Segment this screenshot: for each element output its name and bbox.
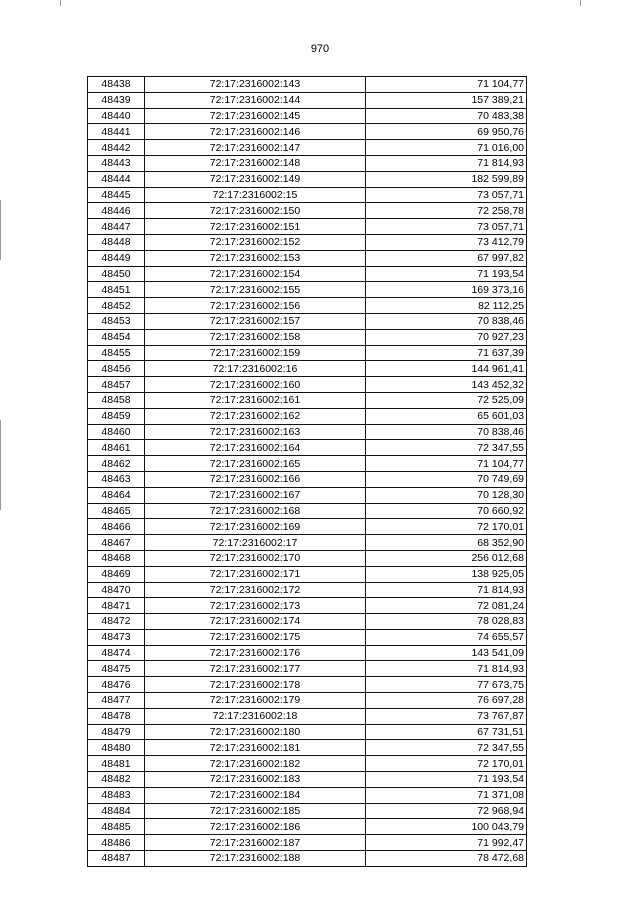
table-row — [88, 772, 527, 788]
cadastral-number-cell: 72:17:2316002:158 — [145, 329, 366, 345]
amount-cell: 82 112,25 — [366, 298, 527, 314]
table-row — [88, 266, 527, 282]
amount-cell: 71 814,93 — [366, 155, 527, 171]
cadastral-number-cell: 72:17:2316002:175 — [145, 629, 366, 645]
cadastral-number-cell: 72:17:2316002:179 — [145, 693, 366, 709]
cadastral-number-cell: 72:17:2316002:147 — [145, 140, 366, 156]
scan-mark — [0, 200, 1, 260]
row-number-cell: 48442 — [88, 140, 145, 156]
row-number-cell: 48456 — [88, 361, 145, 377]
table-row — [88, 819, 527, 835]
table-row — [88, 250, 527, 266]
amount-cell: 71 637,39 — [366, 345, 527, 361]
cadastral-number-cell: 72:17:2316002:15 — [145, 187, 366, 203]
table-row — [88, 487, 527, 503]
amount-cell: 70 838,46 — [366, 424, 527, 440]
amount-cell: 71 104,77 — [366, 456, 527, 472]
table-row — [88, 456, 527, 472]
cadastral-number-cell: 72:17:2316002:184 — [145, 787, 366, 803]
amount-cell: 100 043,79 — [366, 819, 527, 835]
row-number-cell: 48480 — [88, 740, 145, 756]
amount-cell: 169 373,16 — [366, 282, 527, 298]
amount-cell: 73 412,79 — [366, 234, 527, 250]
amount-cell: 67 997,82 — [366, 250, 527, 266]
amount-cell: 70 838,46 — [366, 313, 527, 329]
row-number-cell: 48450 — [88, 266, 145, 282]
amount-cell: 70 483,38 — [366, 108, 527, 124]
row-number-cell: 48459 — [88, 408, 145, 424]
scan-mark — [60, 0, 61, 6]
row-number-cell: 48463 — [88, 471, 145, 487]
cadastral-number-cell: 72:17:2316002:182 — [145, 756, 366, 772]
cadastral-number-cell: 72:17:2316002:173 — [145, 598, 366, 614]
amount-cell: 72 525,09 — [366, 392, 527, 408]
table-row — [88, 171, 527, 187]
amount-cell: 71 104,77 — [366, 77, 527, 93]
row-number-cell: 48457 — [88, 377, 145, 393]
amount-cell: 71 193,54 — [366, 266, 527, 282]
table-row — [88, 282, 527, 298]
table-row — [88, 471, 527, 487]
table-row — [88, 645, 527, 661]
row-number-cell: 48474 — [88, 645, 145, 661]
cadastral-number-cell: 72:17:2316002:181 — [145, 740, 366, 756]
table-row — [88, 234, 527, 250]
amount-cell: 70 927,23 — [366, 329, 527, 345]
table-row — [88, 298, 527, 314]
cadastral-number-cell: 72:17:2316002:144 — [145, 92, 366, 108]
row-number-cell: 48471 — [88, 598, 145, 614]
row-number-cell: 48448 — [88, 234, 145, 250]
amount-cell: 67 731,51 — [366, 724, 527, 740]
row-number-cell: 48486 — [88, 835, 145, 851]
table-row — [88, 392, 527, 408]
cadastral-number-cell: 72:17:2316002:176 — [145, 645, 366, 661]
table-row — [88, 108, 527, 124]
cadastral-number-cell: 72:17:2316002:150 — [145, 203, 366, 219]
cadastral-number-cell: 72:17:2316002:188 — [145, 851, 366, 867]
amount-cell: 78 028,83 — [366, 614, 527, 630]
row-number-cell: 48451 — [88, 282, 145, 298]
cadastral-number-cell: 72:17:2316002:168 — [145, 503, 366, 519]
table-row — [88, 345, 527, 361]
amount-cell: 65 601,03 — [366, 408, 527, 424]
cadastral-number-cell: 72:17:2316002:183 — [145, 772, 366, 788]
amount-cell: 71 814,93 — [366, 661, 527, 677]
row-number-cell: 48453 — [88, 313, 145, 329]
cadastral-number-cell: 72:17:2316002:165 — [145, 456, 366, 472]
cadastral-number-cell: 72:17:2316002:180 — [145, 724, 366, 740]
table-row — [88, 203, 527, 219]
row-number-cell: 48460 — [88, 424, 145, 440]
table-row — [88, 693, 527, 709]
row-number-cell: 48475 — [88, 661, 145, 677]
table-row — [88, 187, 527, 203]
amount-cell: 72 170,01 — [366, 519, 527, 535]
row-number-cell: 48445 — [88, 187, 145, 203]
amount-cell: 71 814,93 — [366, 582, 527, 598]
table-row — [88, 550, 527, 566]
amount-cell: 72 347,55 — [366, 740, 527, 756]
table-row — [88, 329, 527, 345]
table-row — [88, 92, 527, 108]
amount-cell: 71 992,47 — [366, 835, 527, 851]
table-row — [88, 708, 527, 724]
table-row — [88, 361, 527, 377]
table-row — [88, 219, 527, 235]
cadastral-number-cell: 72:17:2316002:177 — [145, 661, 366, 677]
row-number-cell: 48462 — [88, 456, 145, 472]
amount-cell: 143 452,32 — [366, 377, 527, 393]
row-number-cell: 48487 — [88, 851, 145, 867]
table-row — [88, 677, 527, 693]
table-row — [88, 740, 527, 756]
cadastral-number-cell: 72:17:2316002:166 — [145, 471, 366, 487]
amount-cell: 74 655,57 — [366, 629, 527, 645]
cadastral-number-cell: 72:17:2316002:185 — [145, 803, 366, 819]
cadastral-number-cell: 72:17:2316002:172 — [145, 582, 366, 598]
amount-cell: 73 767,87 — [366, 708, 527, 724]
row-number-cell: 48438 — [88, 77, 145, 93]
cadastral-number-cell: 72:17:2316002:160 — [145, 377, 366, 393]
amount-cell: 72 347,55 — [366, 440, 527, 456]
amount-cell: 71 371,08 — [366, 787, 527, 803]
amount-cell: 70 128,30 — [366, 487, 527, 503]
table-row — [88, 124, 527, 140]
row-number-cell: 48452 — [88, 298, 145, 314]
amount-cell: 157 389,21 — [366, 92, 527, 108]
table-row — [88, 582, 527, 598]
table-row — [88, 503, 527, 519]
row-number-cell: 48473 — [88, 629, 145, 645]
table-row — [88, 614, 527, 630]
row-number-cell: 48454 — [88, 329, 145, 345]
amount-cell: 72 968,94 — [366, 803, 527, 819]
amount-cell: 76 697,28 — [366, 693, 527, 709]
table-row — [88, 377, 527, 393]
cadastral-number-cell: 72:17:2316002:17 — [145, 535, 366, 551]
amount-cell: 72 170,01 — [366, 756, 527, 772]
table-row — [88, 835, 527, 851]
row-number-cell: 48444 — [88, 171, 145, 187]
table-row — [88, 408, 527, 424]
amount-cell: 71 016,00 — [366, 140, 527, 156]
cadastral-number-cell: 72:17:2316002:178 — [145, 677, 366, 693]
amount-cell: 71 193,54 — [366, 772, 527, 788]
cadastral-number-cell: 72:17:2316002:156 — [145, 298, 366, 314]
row-number-cell: 48465 — [88, 503, 145, 519]
row-number-cell: 48439 — [88, 92, 145, 108]
cadastral-number-cell: 72:17:2316002:157 — [145, 313, 366, 329]
amount-cell: 73 057,71 — [366, 219, 527, 235]
amount-cell: 72 258,78 — [366, 203, 527, 219]
cadastral-number-cell: 72:17:2316002:153 — [145, 250, 366, 266]
row-number-cell: 48469 — [88, 566, 145, 582]
cadastral-number-cell: 72:17:2316002:145 — [145, 108, 366, 124]
table-row — [88, 787, 527, 803]
cadastral-number-cell: 72:17:2316002:154 — [145, 266, 366, 282]
row-number-cell: 48443 — [88, 155, 145, 171]
row-number-cell: 48478 — [88, 708, 145, 724]
cadastral-number-cell: 72:17:2316002:18 — [145, 708, 366, 724]
amount-cell: 69 950,76 — [366, 124, 527, 140]
amount-cell: 68 352,90 — [366, 535, 527, 551]
cadastral-number-cell: 72:17:2316002:169 — [145, 519, 366, 535]
table-row — [88, 851, 527, 867]
cadastral-number-cell: 72:17:2316002:16 — [145, 361, 366, 377]
row-number-cell: 48479 — [88, 724, 145, 740]
cadastral-number-cell: 72:17:2316002:161 — [145, 392, 366, 408]
table-row — [88, 440, 527, 456]
table-row — [88, 803, 527, 819]
table-row — [88, 140, 527, 156]
table-row — [88, 629, 527, 645]
table-row — [88, 155, 527, 171]
row-number-cell: 48485 — [88, 819, 145, 835]
table-row — [88, 77, 527, 93]
table-row — [88, 424, 527, 440]
cadastral-number-cell: 72:17:2316002:163 — [145, 424, 366, 440]
scan-mark — [580, 0, 581, 6]
table-row — [88, 661, 527, 677]
row-number-cell: 48461 — [88, 440, 145, 456]
amount-cell: 256 012,68 — [366, 550, 527, 566]
row-number-cell: 48447 — [88, 219, 145, 235]
row-number-cell: 48477 — [88, 693, 145, 709]
amount-cell: 138 925,05 — [366, 566, 527, 582]
amount-cell: 70 749,69 — [366, 471, 527, 487]
row-number-cell: 48440 — [88, 108, 145, 124]
row-number-cell: 48476 — [88, 677, 145, 693]
cadastral-number-cell: 72:17:2316002:151 — [145, 219, 366, 235]
row-number-cell: 48472 — [88, 614, 145, 630]
table-row — [88, 519, 527, 535]
cadastral-number-cell: 72:17:2316002:171 — [145, 566, 366, 582]
cadastral-number-cell: 72:17:2316002:148 — [145, 155, 366, 171]
row-number-cell: 48449 — [88, 250, 145, 266]
table-row — [88, 756, 527, 772]
cadastral-number-cell: 72:17:2316002:162 — [145, 408, 366, 424]
scan-mark — [0, 420, 1, 510]
amount-cell: 182 599,89 — [366, 171, 527, 187]
registry-table — [87, 76, 527, 867]
amount-cell: 78 472,68 — [366, 851, 527, 867]
table-row — [88, 566, 527, 582]
table-row — [88, 724, 527, 740]
amount-cell: 73 057,71 — [366, 187, 527, 203]
row-number-cell: 48470 — [88, 582, 145, 598]
page-number: 970 — [310, 43, 330, 55]
row-number-cell: 48484 — [88, 803, 145, 819]
row-number-cell: 48482 — [88, 772, 145, 788]
row-number-cell: 48458 — [88, 392, 145, 408]
row-number-cell: 48483 — [88, 787, 145, 803]
cadastral-number-cell: 72:17:2316002:170 — [145, 550, 366, 566]
row-number-cell: 48464 — [88, 487, 145, 503]
row-number-cell: 48441 — [88, 124, 145, 140]
amount-cell: 77 673,75 — [366, 677, 527, 693]
cadastral-number-cell: 72:17:2316002:146 — [145, 124, 366, 140]
amount-cell: 70 660,92 — [366, 503, 527, 519]
row-number-cell: 48467 — [88, 535, 145, 551]
table-body — [88, 77, 527, 867]
cadastral-number-cell: 72:17:2316002:164 — [145, 440, 366, 456]
cadastral-number-cell: 72:17:2316002:186 — [145, 819, 366, 835]
row-number-cell: 48481 — [88, 756, 145, 772]
row-number-cell: 48468 — [88, 550, 145, 566]
row-number-cell: 48455 — [88, 345, 145, 361]
cadastral-number-cell: 72:17:2316002:187 — [145, 835, 366, 851]
table-row — [88, 598, 527, 614]
cadastral-number-cell: 72:17:2316002:167 — [145, 487, 366, 503]
cadastral-number-cell: 72:17:2316002:149 — [145, 171, 366, 187]
cadastral-number-cell: 72:17:2316002:155 — [145, 282, 366, 298]
amount-cell: 144 961,41 — [366, 361, 527, 377]
cadastral-number-cell: 72:17:2316002:152 — [145, 234, 366, 250]
table-row — [88, 313, 527, 329]
cadastral-number-cell: 72:17:2316002:143 — [145, 77, 366, 93]
cadastral-number-cell: 72:17:2316002:174 — [145, 614, 366, 630]
row-number-cell: 48446 — [88, 203, 145, 219]
amount-cell: 143 541,09 — [366, 645, 527, 661]
cadastral-number-cell: 72:17:2316002:159 — [145, 345, 366, 361]
table-row — [88, 535, 527, 551]
amount-cell: 72 081,24 — [366, 598, 527, 614]
row-number-cell: 48466 — [88, 519, 145, 535]
